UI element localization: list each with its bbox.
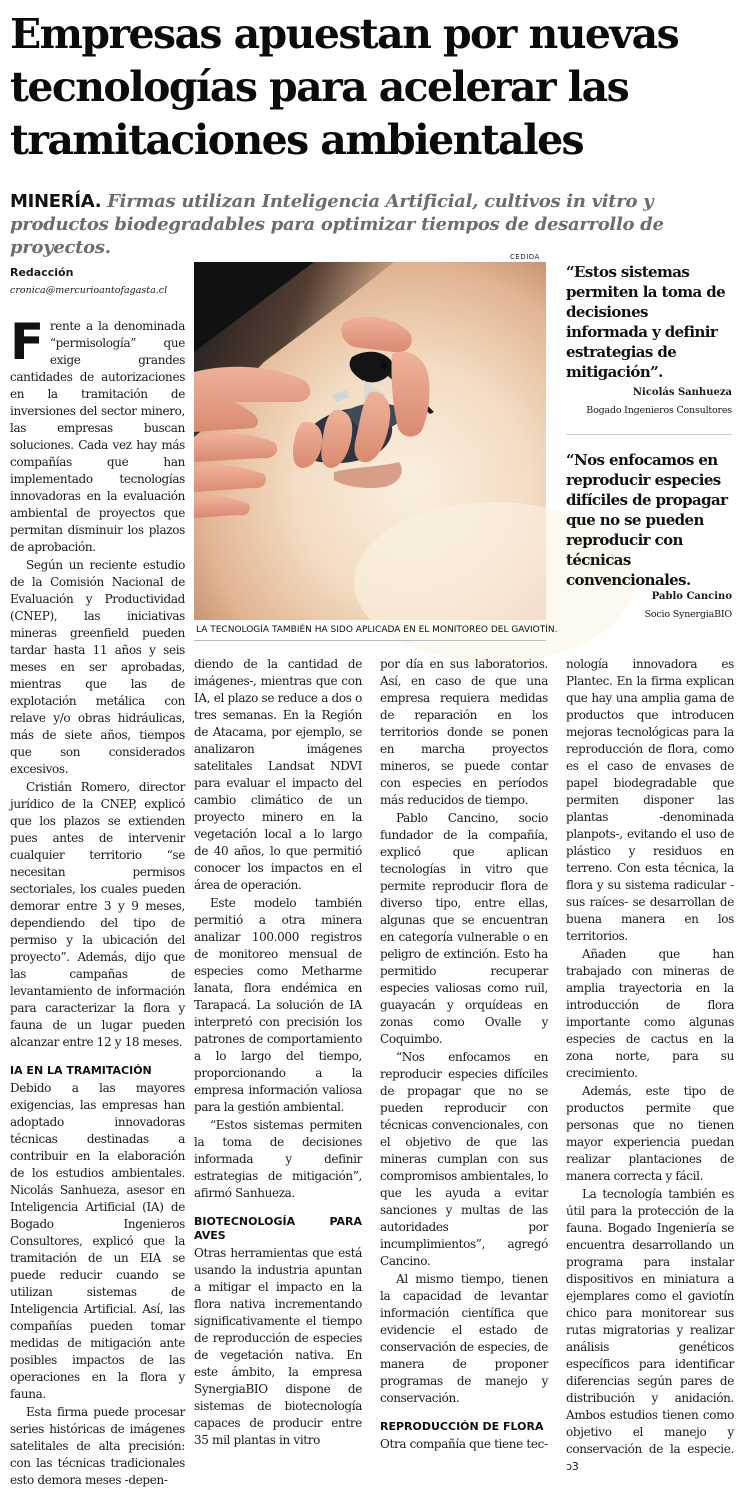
end-mark-icon: ↄ3 [566,1460,579,1473]
paragraph: Esta firma puede procesar series históricas de imágenes satelitales de alta precisión: con las técnicas tradicionales esto demora meses -depen- [10,1405,185,1487]
paragraph: Otras herramientas que está usando la industria apuntan a mitigar el impacto en la flora nativa incrementando significativamente el tiempo de reproducción de especies de vegetación nativa. En este ámbito, la empresa SynergiaBIO dispone de sistemas de biotecnología capaces de producir entre 35 mil plantas in vitro [194,1246,362,1447]
paragraph: Cristián Romero, director jurídico de la CNEP, explicó que los plazos se extienden pues antes de intervenir cualquier territorio “se necesitan permisos sectoriales, los cuales pueden demorar entre 3 y 9 meses, dependiendo del tipo de permiso y la ubicación del proyecto”. Además, dijo que las campañas de levantamiento de información para caracterizar la flora y fauna de un lugar pueden alcanzar entre 12 y 18 meses. [10,780,185,1049]
headline: Empresas apuestan por nuevas tecnologías para acelerar las tramitaciones ambientales [10,10,679,164]
paragraph: Según un reciente estudio de la Comisión Nacional de Evaluación y Productividad (CNEP), las iniciativas mineras greenfield pueden tardar hasta 11 años y seis meses en ser aprobadas, mientras que las de explotación metálica con relave y/o obras hidráulicas, más de siete años, tiempos que son considerados excesivos. [10,558,185,776]
paragraph: por día en sus laboratorios. Así, en caso de que una empresa requiera medidas de reparación en los territorios donde se ponen en marcha proyectos mineros, se puede contar con especies en períodos más reducidos de tiempo. [380,657,548,807]
byline-author: Redacción [10,266,74,279]
article-column-1 [10,313,185,1489]
pull-quote-2-role: Socio SynergiaBIO [644,609,732,620]
pull-quote-1: “Estos sistemas permiten la toma de decisiones informada y definir estrategias de mitigación”. [566,263,726,381]
photo-caption: LA TECNOLOGÍA TAMBIÉN HA SIDO APLICADA EN EL MONITOREO DEL GAVIOTÍN. [196,625,558,635]
article-column-4 [566,656,734,1475]
caption-divider [194,640,546,641]
pull-quote-1-role: Bogado Ingenieros Consultores [586,405,732,416]
paragraph: “Nos enfocamos en reproducir especies difíciles de propagar que no se pueden reproducir con técnicas convencionales, con el objetivo de que las mineras cumplan con sus compromisos ambientales, lo que les ayuda a evitar sanciones y multas de las autoridades por incumplimientos”, agregó Cancino. [380,1050,548,1268]
section-heading: REPRODUCCIÓN DE FLORA [380,1420,544,1433]
paragraph: Añaden que han trabajado con mineras de amplia trayectoria en la introducción de flora importante como algunas especies de cactus en la zona norte, para su crecimiento. [566,947,734,1080]
paragraph: Debido a las mayores exigencias, las empresas han adoptado innovadoras técnicas destinadas a contribuir en la elaboración de los estudios ambientales. Nicolás Sanhueza, asesor en Inteligencia Artificial (IA) de Bogado Ingenieros Consultores, explicó que la tramitación de un EIA se puede reducir cuando se utilizan sistemas de Inteligencia Artificial. Así, las compañías pueden tomar medidas de mitigación ante posibles impactos de las operaciones en la flora y fauna. [10,1081,185,1401]
photo-credit: CEDIDA [510,253,540,261]
bird-in-hands-image [194,262,546,620]
paragraph: diendo de la cantidad de imágenes-, mientras que con IA, el plazo se reduce a dos o tres semanas. En la Región de Atacama, por ejemplo, se analizaron imágenes satelitales Landsat NDVI para evaluar el impacto del cambio climático de un proyecto minero en la vegetación local a lo largo de 40 años, lo que permitió conocer los impactos en el área de operación. [194,657,362,892]
paragraph: La tecnología también es útil para la protección de la fauna. Bogado Ingeniería se encuentra desarrollando un programa para instalar dispositivos en miniatura a ejemplares como el gaviotín chico para monitorear sus rutas migratorias y realizar análisis genéticos específicos para identificar diferencias según pares de distribución y anidación. Ambos estudios tienen como objetivo el manejo y conservación de la especie. [566,1187,734,1456]
byline-email: cronica@mercurioantofagasta.cl [10,285,168,296]
pull-quote-2-name: Pablo Cancino [651,591,732,602]
section-tag: MINERÍA. [10,191,102,212]
paragraph: Otra compañía que tiene tec- [380,1437,548,1451]
section-heading: BIOTECNOLOGÍA PARA AVES [194,1215,362,1242]
paragraph: nología innovadora es Plantec. En la firma explican que hay una amplia gama de productos que introducen mejoras tecnológicas para la reproducción de flora, como es el caso de envases de papel biodegradable que permiten disponer las plantas -denominada planpots-, evitando el uso de plástico y residuos en terreno. Con esta técnica, la flora y su sistema radicular -sus raíces- se desarrollan de buena manera en los territorios. [566,657,734,943]
byline [10,266,185,298]
paragraph: Al mismo tiempo, tienen la capacidad de levantar información científica que evidencie el estado de conservación de especies, de manera de proponer programas de manejo y conservación. [380,1272,548,1405]
pull-quote-1-name: Nicolás Sanhueza [632,387,732,398]
paragraph: Además, este tipo de productos permite que personas que no tienen mayor experiencia puedan realizar plantaciones de manera correcta y fácil. [566,1084,734,1183]
drop-cap: F [10,313,44,371]
section-heading: IA EN LA TRAMITACIÓN [10,1064,152,1077]
article-column-2 [194,656,362,1449]
paragraph: rente a la denominada “permisología” que exige grandes cantidades de autorizaciones en la tramitación de inversiones del sector minero, las empresas buscan soluciones. Cada vez hay más compañías que han implementado tecnologías innovadoras en la evaluación ambiental de proyectos que permitan disminuir los plazos de aprobación. [10,319,185,554]
article-column-3 [380,656,548,1453]
bird-photo [194,262,546,620]
subheadline-text: Firmas utilizan Inteligencia Artificial, cultivos in vitro y productos biodegradables para optimizar tiempos de desarrollo de proyectos. [10,191,664,258]
paragraph: “Estos sistemas permiten la toma de decisiones informada y definir estrategias de mitigación”, afirmó Sanhueza. [194,1118,362,1200]
quote-divider [566,434,732,435]
pull-quote-2: “Nos enfocamos en reproducir especies difíciles de propagar que no se pueden reproducir con técnicas convencionales. [566,451,728,589]
subheadline [10,190,732,259]
paragraph: Este modelo también permitió a otra minera analizar 100.000 registros de monitoreo mensual de especies como Metharme lanata, flora endémica en Tarapacá. La solución de IA interpretó con precisión los patrones de comportamiento a lo largo del tiempo, proporcionando a la empresa información valiosa para la gestión ambiental. [194,896,362,1114]
paragraph: Pablo Cancino, socio fundador de la compañía, explicó que aplican tecnologías in vitro que permite reproducir flora de diverso tipo, entre ellas, algunas que se encuentran en categoría vulnerable o en peligro de extinción. Esto ha permitido recuperar especies valiosas como ruil, guayacán y orquídeas en zonas como Ovalle y Coquimbo. [380,811,548,1046]
